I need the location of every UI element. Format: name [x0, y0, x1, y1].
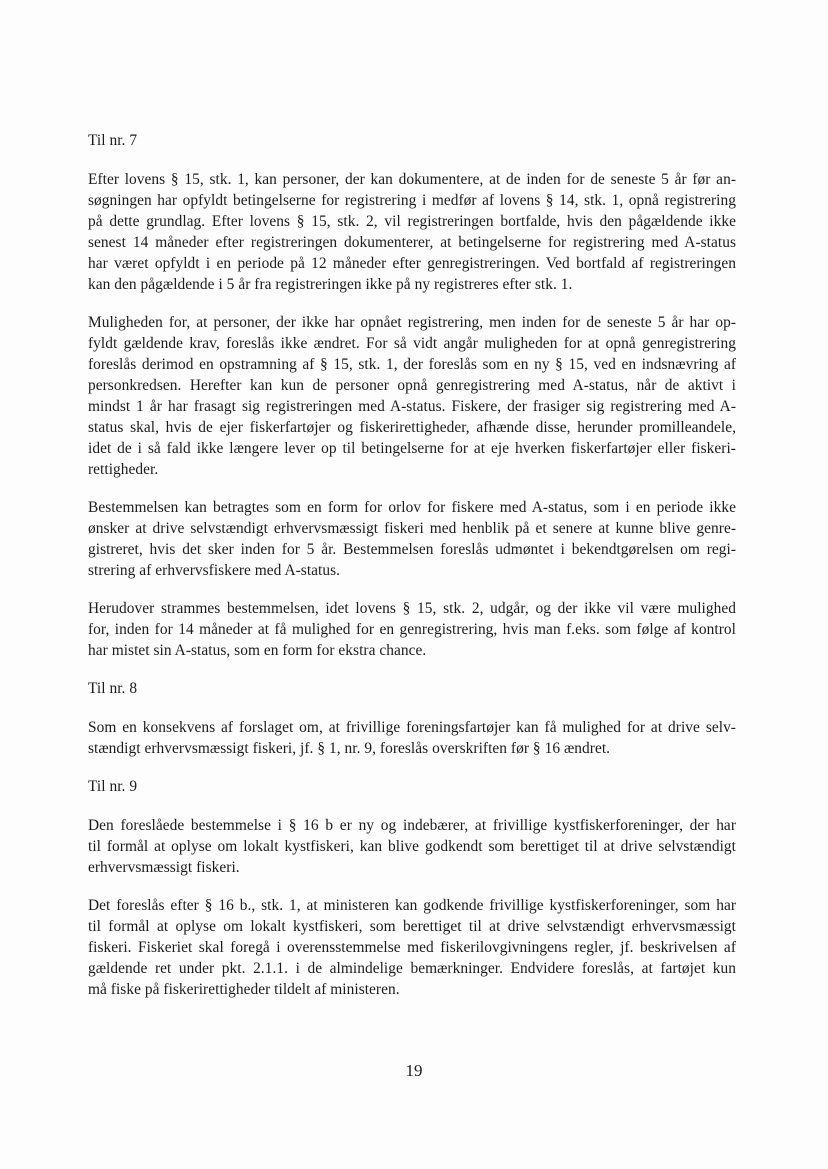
heading-gap: [88, 699, 736, 717]
body-paragraph: [88, 815, 736, 878]
document-body: [88, 130, 736, 1000]
text-line: foreslås derimod en opstramning af § 15, stk. 1, der foreslås som en ny § 15, ved en indsnævring af: [88, 356, 736, 373]
text-line: Som en konsekvens af forslaget om, at frivillige foreningsfartøjer kan få mulighed for at drive selv-: [88, 719, 736, 736]
text-line: idet de i så fald ikke længere lever op til betingelserne for at eje hverken fiskerfartøjer eller fiskeri-: [88, 440, 736, 457]
text-line: gistreret, hvis det sker inden for 5 år. Bestemmelsen foreslås udmøntet i bekendtgørelsen om regi-: [88, 541, 736, 558]
section-heading: Til nr. 9: [88, 778, 138, 795]
section-gap: [88, 759, 736, 776]
text-line: erhvervsmæssigt fiskeri.: [88, 859, 240, 876]
text-line: fyldt gældende krav, foreslås ikke ændret. For så vidt angår muligheden for at opnå genregistrering: [88, 335, 736, 352]
text-line: Herudover strammes bestemmelsen, idet lovens § 15, stk. 2, udgår, og der ikke vil være mulighed: [88, 600, 736, 617]
text-line: kan den pågældende i 5 år fra registreringen ikke på ny registreres efter stk. 1.: [88, 276, 573, 293]
paragraph-gap: [88, 480, 736, 497]
text-line: Den foreslåede bestemmelse i § 16 b er ny og indebærer, at frivillige kystfiskerforeninger, der har: [88, 817, 736, 834]
text-line: Efter lovens § 15, stk. 1, kan personer, der kan dokumentere, at de inden for de seneste 5 år før an-: [88, 171, 736, 188]
page-number: 19: [405, 1061, 423, 1080]
paragraph-gap: [88, 581, 736, 598]
heading-gap: [88, 151, 736, 169]
body-paragraph: [88, 312, 736, 480]
heading-gap: [88, 797, 736, 815]
section-gap: [88, 661, 736, 678]
text-line: gældende ret under pkt. 2.1.1. i de almindelige bemærkninger. Endvidere foreslås, at fartøjet kun: [88, 960, 736, 977]
text-line: mindst 1 år har frasagt sig registreringen med A-status. Fiskere, der frasiger sig registrering med A-: [88, 398, 736, 415]
body-paragraph: [88, 717, 736, 759]
text-line: for, inden for 14 måneder at få mulighed for en genregistrering, hvis man f.eks. som følge af kontrol: [88, 621, 736, 638]
paragraph-gap: [88, 295, 736, 312]
text-line: Muligheden for, at personer, der ikke har opnået registrering, men inden for de seneste 5 år har op-: [88, 314, 736, 331]
text-line: status skal, hvis de ejer fiskerfartøjer og fiskerirettigheder, afhænde disse, herunder promilleandele,: [88, 419, 736, 436]
paragraph-gap: [88, 878, 736, 895]
text-line: til formål at oplyse om lokalt kystfiskeri, kan blive godkendt som berettiget til at drive selvstændigt: [88, 838, 736, 855]
text-line: på dette grundlag. Efter lovens § 15, stk. 2, vil registreringen bortfalde, hvis den pågældende ikke: [88, 213, 736, 230]
body-paragraph: [88, 598, 736, 661]
text-line: personkredsen. Herefter kan kun de personer opnå genregistrering med A-status, når de aktivt i: [88, 377, 736, 394]
text-line: har været opfyldt i en periode på 12 måneder efter genregistreringen. Ved bortfald af registreringen: [88, 255, 736, 272]
section-heading: Til nr. 8: [88, 680, 138, 697]
text-line: søgningen har opfyldt betingelserne for registrering i medfør af lovens § 14, stk. 1, opnå registrering: [88, 192, 736, 209]
text-line: Det foreslås efter § 16 b., stk. 1, at ministeren kan godkende frivillige kystfiskerforeninger, som har: [88, 897, 736, 914]
text-line: til formål at oplyse om lokalt kystfiskeri, som berettiget til at drive selvstændigt erhvervsmæssigt: [88, 918, 736, 935]
text-line: rettigheder.: [88, 461, 159, 478]
body-paragraph: [88, 497, 736, 581]
text-line: fiskeri. Fiskeriet skal foregå i overensstemmelse med fiskerilovgivningens regler, jf. beskrivelsen af: [88, 939, 736, 956]
text-line: stændigt erhvervsmæssigt fiskeri, jf. § 1, nr. 9, foreslås overskriften før § 16 ændret.: [88, 740, 611, 757]
text-line: ønsker at drive selvstændigt erhvervsmæssigt fiskeri med henblik på et senere at kunne blive genre-: [88, 520, 736, 537]
section-heading: Til nr. 7: [88, 132, 138, 149]
text-line: senest 14 måneder efter registreringen dokumenterer, at betingelserne for registrering med A-status: [88, 234, 736, 251]
body-paragraph: [88, 169, 736, 295]
text-line: strering af erhvervsfiskere med A-status.: [88, 562, 341, 579]
body-paragraph: [88, 895, 736, 1000]
text-line: må fiske på fiskerirettigheder tildelt af ministeren.: [88, 981, 400, 998]
text-line: Bestemmelsen kan betragtes som en form for orlov for fiskere med A-status, som i en periode ikke: [88, 499, 736, 516]
text-line: har mistet sin A-status, som en form for ekstra chance.: [88, 642, 427, 659]
